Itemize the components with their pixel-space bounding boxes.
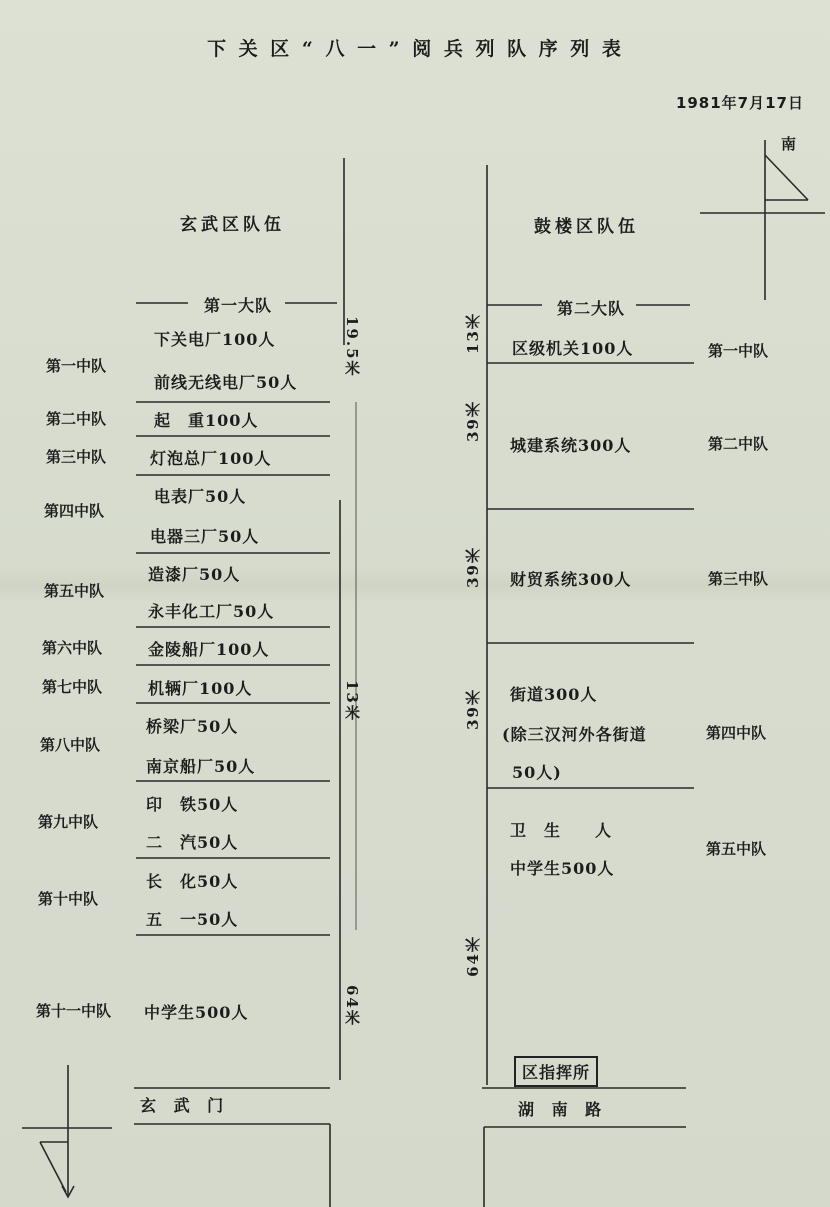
page-title: 下 关 区 “ 八 一 ” 阅 兵 列 队 序 列 表 <box>207 38 623 60</box>
right-entry: 中学生500人 <box>510 859 615 878</box>
left-company: 第一中队 <box>46 357 107 375</box>
right-company: 第二中队 <box>708 435 769 453</box>
right-entry: 街道300人 <box>510 685 598 704</box>
left-distance-bottom: 64米 <box>343 985 361 1027</box>
left-street-label: 玄 武 门 <box>140 1096 230 1115</box>
right-entry: 财贸系统300人 <box>510 570 632 589</box>
left-company: 第六中队 <box>42 639 103 657</box>
left-company: 第三中队 <box>46 448 107 466</box>
right-entry: 区级机关100人 <box>512 339 634 358</box>
left-company: 第七中队 <box>42 678 103 696</box>
right-distance: 39米 <box>464 546 482 588</box>
left-company: 第二中队 <box>46 410 107 428</box>
right-distance: 13米 <box>464 312 482 354</box>
compass-label: 南 <box>781 135 797 153</box>
left-entry: 灯泡总厂100人 <box>150 449 272 468</box>
right-entry: 50人) <box>512 763 562 782</box>
left-company: 第四中队 <box>44 502 105 520</box>
right-heading: 鼓楼区队伍 <box>534 217 639 237</box>
right-distance: 64米 <box>464 935 482 977</box>
right-group-label: 第二大队 <box>557 299 626 318</box>
left-entry: 永丰化工厂50人 <box>148 602 275 621</box>
left-entry: 印 铁50人 <box>146 795 239 814</box>
left-company: 第十中队 <box>38 890 99 908</box>
right-entry: 城建系统300人 <box>510 436 632 455</box>
left-group-label: 第一大队 <box>204 296 273 315</box>
right-company: 第三中队 <box>708 570 769 588</box>
left-entry: 电表厂50人 <box>154 487 247 506</box>
left-distance-mid: 13米 <box>343 680 361 722</box>
left-entry: 造漆厂50人 <box>148 565 241 584</box>
command-post-label: 区指挥所 <box>514 1056 598 1087</box>
right-distance: 39米 <box>464 688 482 730</box>
left-entry: 长 化50人 <box>146 872 239 891</box>
right-company: 第一中队 <box>708 342 769 360</box>
left-heading: 玄武区队伍 <box>180 215 285 235</box>
left-entry: 下关电厂100人 <box>154 330 276 349</box>
left-entry: 五 一50人 <box>146 910 239 929</box>
left-entry: 金陵船厂100人 <box>148 640 270 659</box>
left-entry: 中学生500人 <box>144 1003 249 1022</box>
right-entry: 卫 生 人 <box>510 821 613 840</box>
left-entry: 南京船厂50人 <box>146 757 256 776</box>
document-date: 1981年7月17日 <box>675 94 804 112</box>
right-street-label: 湖 南 路 <box>518 1100 608 1119</box>
left-distance-top: 19.5米 <box>343 316 361 378</box>
left-entry: 机辆厂100人 <box>148 679 253 698</box>
left-company: 第八中队 <box>40 736 101 754</box>
right-company: 第五中队 <box>706 840 767 858</box>
left-company: 第九中队 <box>38 813 99 831</box>
left-company: 第十一中队 <box>36 1002 112 1020</box>
left-entry: 电器三厂50人 <box>150 527 260 546</box>
left-entry: 前线无线电厂50人 <box>154 373 298 392</box>
left-entry: 二 汽50人 <box>146 833 239 852</box>
left-company: 第五中队 <box>44 582 105 600</box>
left-entry: 桥梁厂50人 <box>146 717 239 736</box>
right-entry: (除三汉河外各街道 <box>502 725 647 744</box>
left-entry: 起 重100人 <box>154 411 259 430</box>
right-company: 第四中队 <box>706 724 767 742</box>
right-distance: 39米 <box>464 400 482 442</box>
